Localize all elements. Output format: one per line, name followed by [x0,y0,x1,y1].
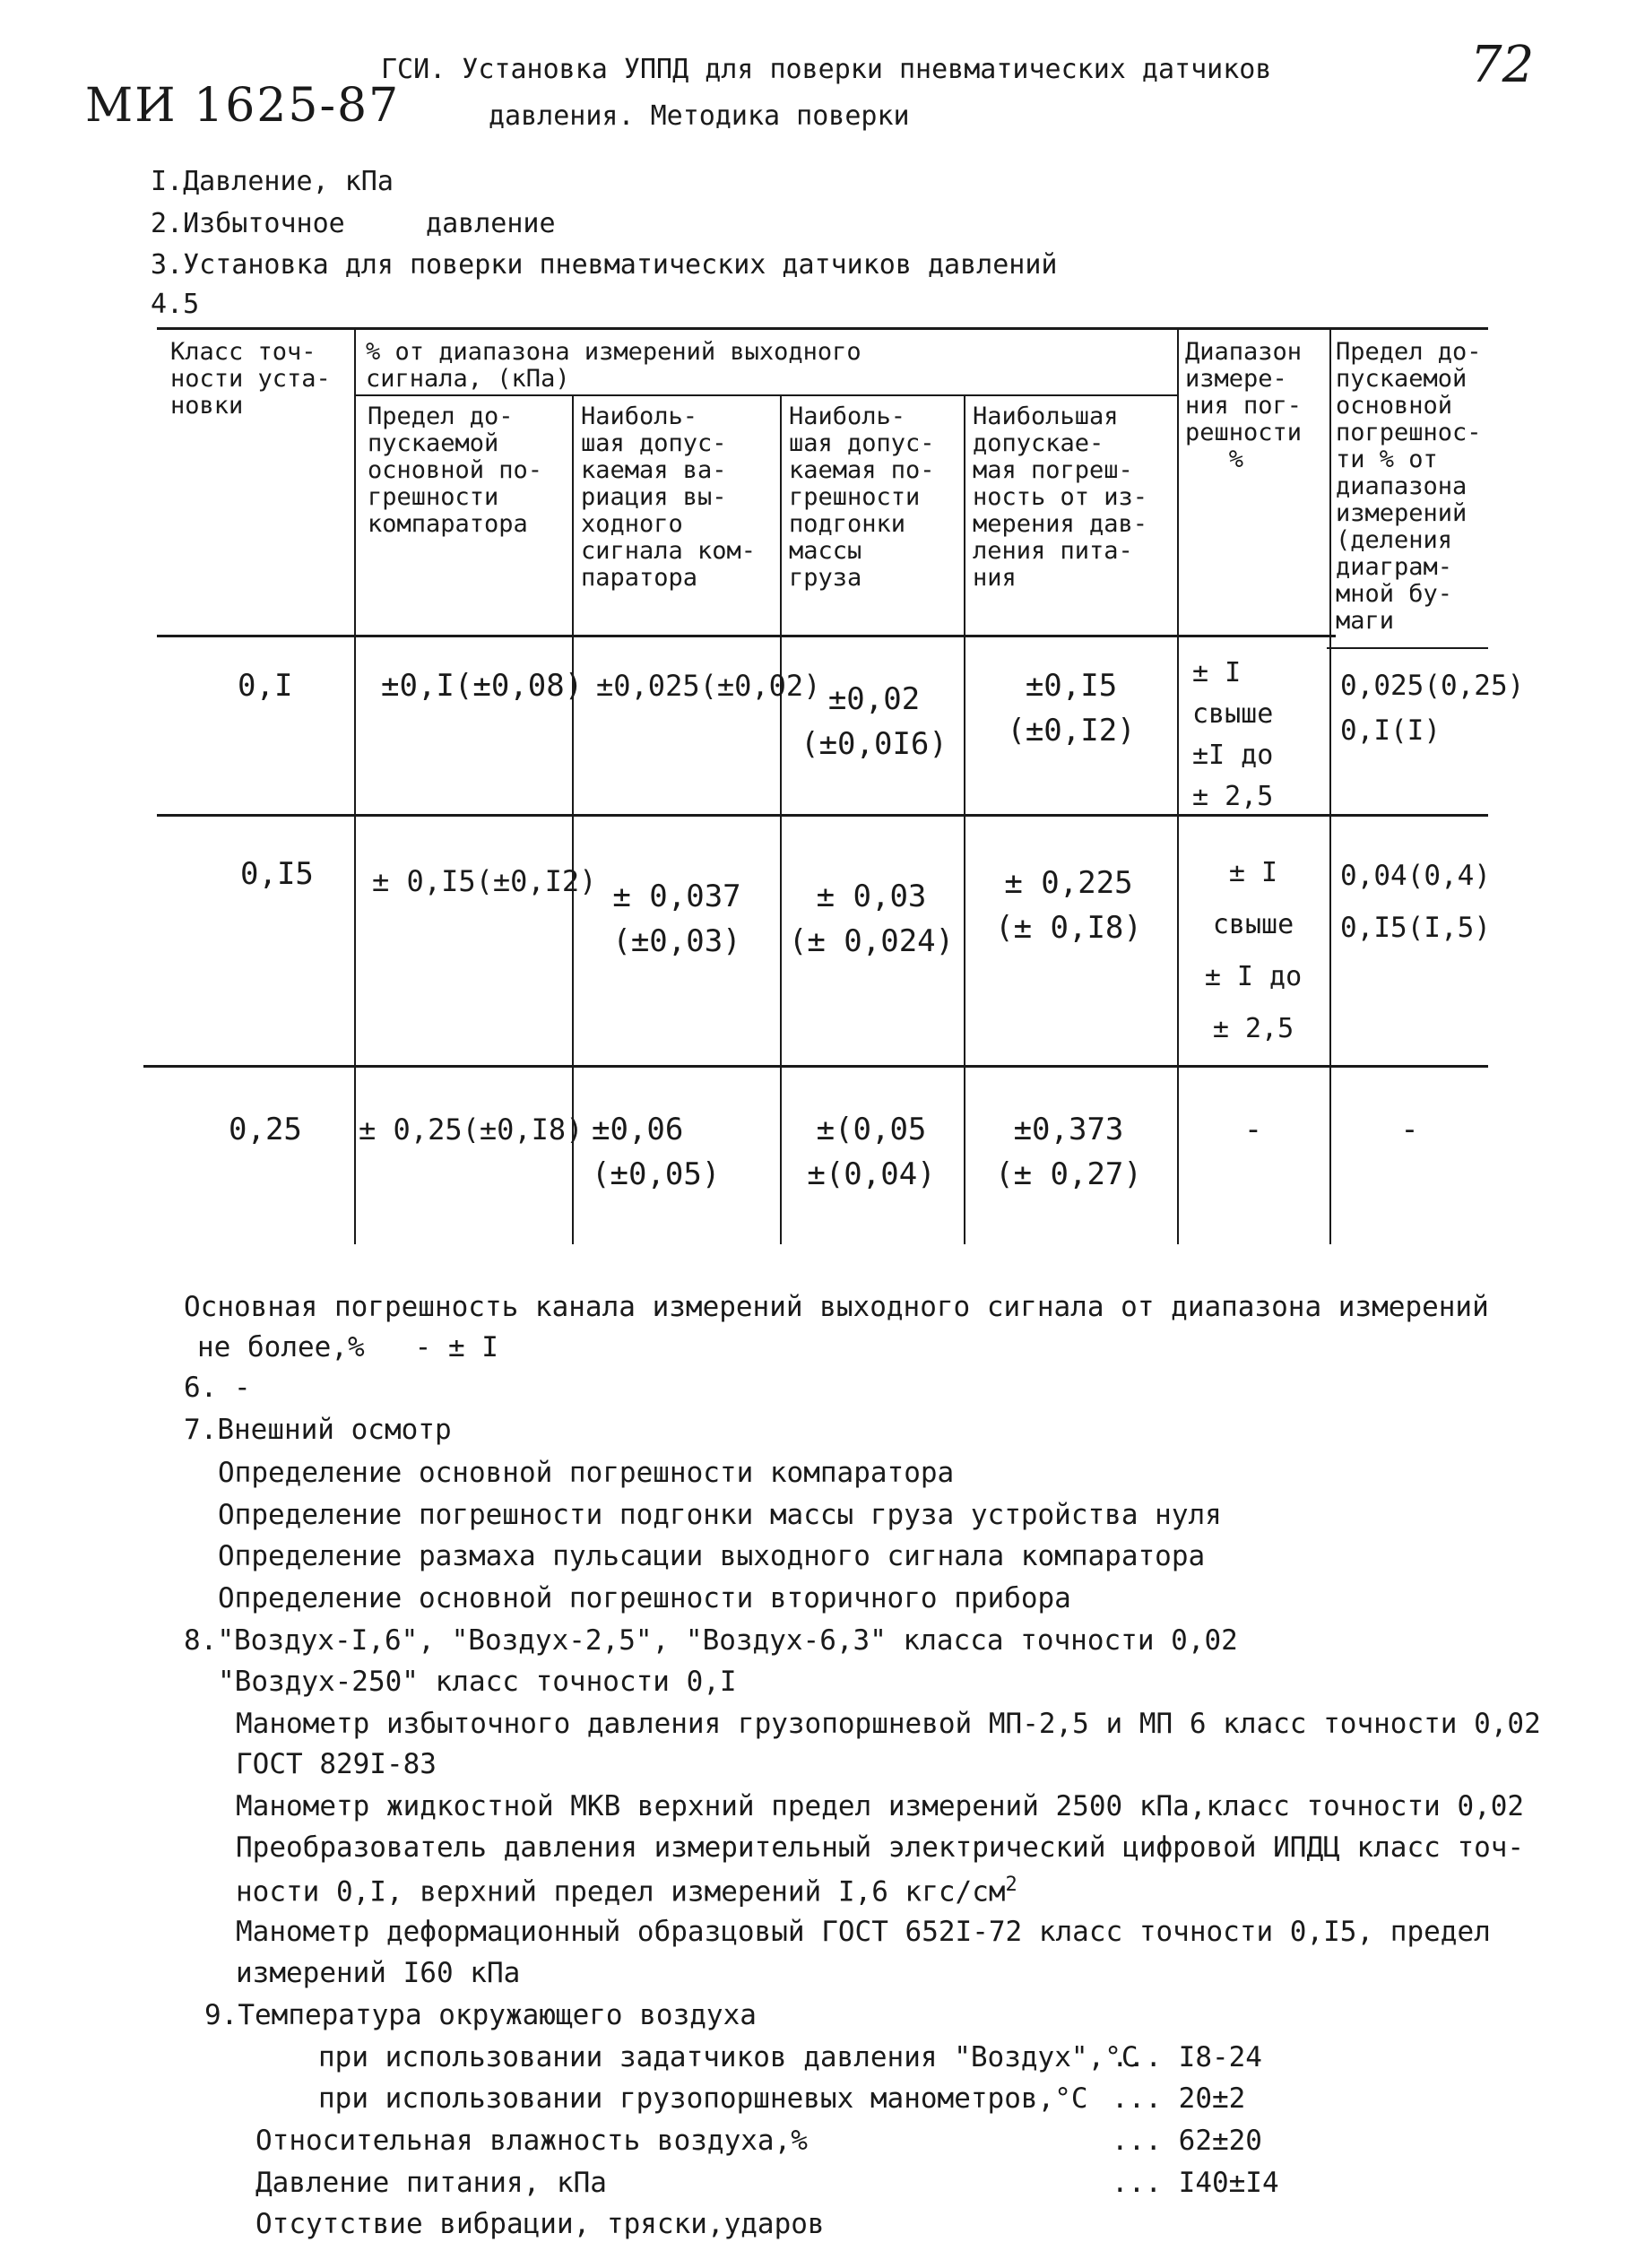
condition-value: ... I8-24 [1112,2041,1262,2073]
item-8-line [236,1874,1017,1908]
table-header-rule [157,635,1336,637]
table-top-rule [157,327,1488,330]
table-cell: - [1400,1112,1419,1147]
item-7: 7.Внешний осмотр [184,1414,452,1446]
item-8-line: Преобразователь давления измерительный электрический цифровой ИПДЦ класс точ- [236,1831,1525,1864]
table-cell-class: 0,25 [229,1112,302,1147]
note-line: Основная погрешность канала измерений выходного сигнала от диапазона измерений [184,1291,1489,1323]
table-cell: ±0,373 (± 0,27) [995,1112,1142,1192]
header-accuracy-class: Класс точ- ности уста- новки [170,338,331,420]
header-comparator-error: Предел до- пускаемой основной по- грешности компаратора [368,403,543,538]
item-8-line: Манометр избыточного давления грузопоршневой МП-2,5 и МП 6 класс точности 0,02 [236,1708,1541,1740]
table-cell: ±(0,05 ±(0,04) [807,1112,936,1192]
item-4: 4.5 [151,289,200,320]
header-error-range: Диапазон измере- ния пог- решности % [1185,338,1303,473]
item-2: 2.Избыточное давление [151,208,556,239]
item-8: 8."Воздух-I,6", "Воздух-2,5", "Воздух-6,3" класса точности 0,02 [184,1624,1238,1657]
item-9: 9.Температура окружающего воздуха [204,1999,757,2031]
condition-value: ... 62±20 [1112,2125,1262,2157]
document-code: МИ 1625-87 [85,79,401,133]
item-7-line: Определение основной погрешности компаратора [218,1457,955,1489]
item-3: 3.Установка для поверки пневматических датчиков давлений [151,249,1058,281]
table-cell: - [1243,1112,1263,1147]
condition-value: ... I40±I4 [1112,2167,1279,2199]
item-1: I.Давление, кПа [151,166,394,197]
table-col-rule-1 [354,330,356,1244]
item-7-line: Определение погрешности подгонки массы груза устройства нуля [218,1499,1222,1531]
condition-label: Давление питания, кПа [255,2167,607,2199]
table-cell: ± I свыше ± I до ± 2,5 [1204,857,1303,1044]
table-cell: ± 0,25(±0,I8) [359,1112,584,1147]
header-variation: Наиболь- шая допус- каемая ва- риация вы- ходного сигнала ком- паратора [581,403,757,592]
condition-label: при использовании задатчиков давления "Воздух",°С [318,2041,1139,2073]
superscript: 2 [1005,1874,1017,1896]
table-col-rule-5 [1177,330,1179,1244]
page-number: 72 [1470,36,1535,94]
table-row-rule-1 [157,814,1488,817]
table-cell: ±0,I(±0,08) [381,668,584,704]
condition-value: ... 20±2 [1112,2082,1246,2115]
item-6: 6. - [184,1372,251,1404]
table-cell: ± 0,I5(±0,I2) [372,864,597,898]
note-line: не более,% - ± I [197,1331,498,1363]
header-secondary-error: Предел до- пускаемой основной погрешнос- ти % от диапазона измерений (деления диаграм- мной бу- маги [1336,338,1482,635]
table-subheader-rule [354,394,1179,396]
table-cell: ±0,025(±0,02) [596,669,821,703]
header-weight-fit-error: Наиболь- шая допус- каемая по- грешности подгонки массы груза [789,403,935,592]
item-7-line: Определение основной погрешности вторичного прибора [218,1582,1071,1614]
table-cell-class: 0,I [238,668,293,704]
table-cell: ± 0,03 (± 0,024) [788,879,955,959]
table-cell-class: 0,I5 [240,856,314,892]
table-cell: ± 0,037 (±0,03) [612,879,741,959]
table-cell: ± 0,225 (± 0,I8) [995,865,1142,946]
condition-label: Относительная влажность воздуха,% [255,2125,808,2157]
table-cell: 0,04(0,4) 0,I5(I,5) [1340,860,1491,944]
table-row-rule-2 [143,1065,1488,1068]
table-cell: ±0,02 (±0,0I6) [801,681,948,762]
document-title-line2: давления. Методика поверки [489,100,910,132]
table-cell: 0,025(0,25) 0,I(I) [1340,670,1525,747]
item-8-line: Манометр деформационный образцовый ГОСТ 652I-72 класс точности 0,I5, предел [236,1916,1491,1948]
item-7-line: Определение размаха пульсации выходного сигнала компаратора [218,1540,1206,1572]
table-cell: ±0,I5 (±0,I2) [1007,668,1136,749]
condition-label: Отсутствие вибрации, тряски,ударов [255,2208,825,2240]
condition-label: при использовании грузопоршневых манометров,°С [318,2082,1088,2115]
item-8-line: "Воздух-250" класс точности 0,I [218,1666,737,1698]
header-output-range-group: % от диапазона измерений выходного сигнала, (кПа) [366,338,861,393]
table-header-rule-right [1327,647,1488,649]
item-8-line: ГОСТ 829I-83 [236,1748,437,1780]
document-title-line1: ГСИ. Установка УППД для поверки пневматических датчиков [381,54,1272,85]
item-8-text: ности 0,I, верхний предел измерений I,6 кгс/см [236,1875,1006,1909]
table-cell: ± I свыше ±I до ± 2,5 [1192,657,1274,812]
header-supply-pressure-error: Наибольшая допускае- мая погреш- ность от из- мерения дав- ления пита- ния [973,403,1148,592]
item-8-line: Манометр жидкостной МКВ верхний предел измерений 2500 кПа,класс точности 0,02 [236,1790,1525,1822]
table-cell: ±0,06 (±0,05) [592,1112,721,1192]
item-8-line: измерений I60 кПа [236,1957,521,1989]
